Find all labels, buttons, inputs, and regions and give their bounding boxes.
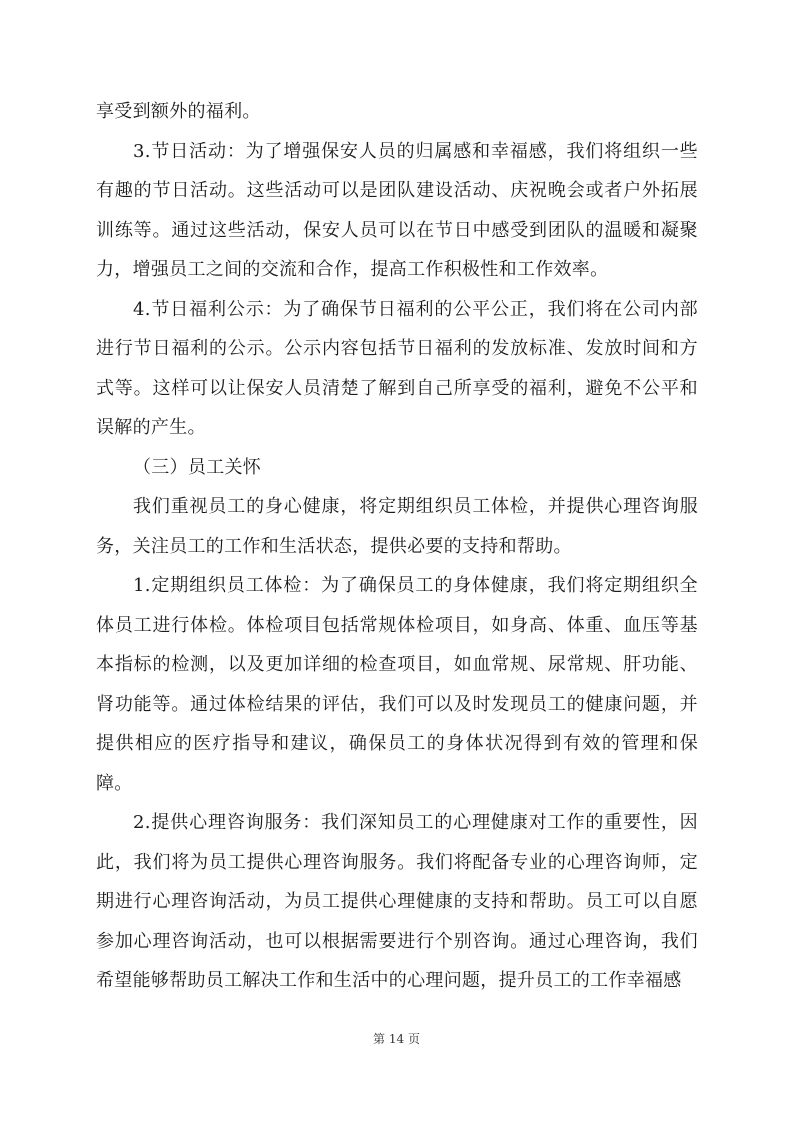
paragraph-continuation: 享受到额外的福利。 [96, 101, 261, 122]
paragraph-health-checkup: 1.定期组织员工体检：为了确保员工的身体健康，我们将定期组织全体员工进行体检。体检项目包括常规体检项目，如身高、体重、血压等基本指标的检测，以及更加详细的检查项目，如血常规、尿常规、肝功能、肾功能等。通过体检结果的评估，我们可以及时发现员工的健康问题，并提供相应的医疗指导和建议，确保员工的身体状况得到有效的管理和保障。 [96, 575, 698, 794]
section-heading-employee-care: （三）员工关怀 [133, 456, 262, 478]
document-body [96, 92, 698, 1001]
paragraph-holiday-benefit-notice: 4.节日福利公示：为了确保节日福利的公平公正，我们将在公司内部进行节日福利的公示。公示内容包括节日福利的发放标准、发放时间和方式等。这样可以让保安人员清楚了解到自己所享受的福利，避免不公平和误解的产生。 [96, 298, 698, 438]
page-number: 第 14 页 [373, 1032, 420, 1046]
paragraph-psychological-counseling: 2.提供心理咨询服务：我们深知员工的心理健康对工作的重要性，因此，我们将为员工提供心理咨询服务。我们将配备专业的心理咨询师，定期进行心理咨询活动，为员工提供心理健康的支持和帮助。员工可以自愿参加心理咨询活动，也可以根据需要进行个别咨询。通过心理咨询，我们希望能够帮助员工解决工作和生活中的心理问题，提升员工的工作幸福感 [96, 812, 698, 991]
paragraph-holiday-activities: 3.节日活动：为了增强保安人员的归属感和幸福感，我们将组织一些有趣的节日活动。这些活动可以是团队建设活动、庆祝晚会或者户外拓展训练等。通过这些活动，保安人员可以在节日中感受到团队的温暖和凝聚力，增强员工之间的交流和合作，提高工作积极性和工作效率。 [96, 140, 698, 280]
paragraph-employee-care-intro: 我们重视员工的身心健康，将定期组织员工体检，并提供心理咨询服务，关注员工的工作和生活状态，提供必要的支持和帮助。 [96, 496, 698, 557]
